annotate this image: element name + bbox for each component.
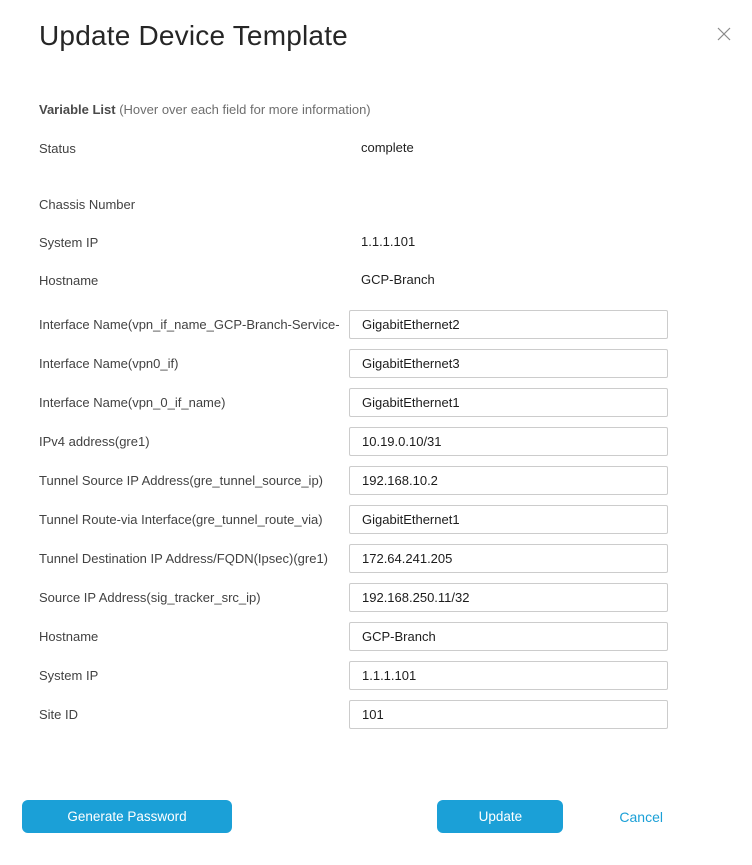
variable-row (39, 700, 752, 729)
variable-row (39, 583, 752, 612)
variable-label: Hostname (39, 273, 99, 288)
variable-row (39, 272, 752, 310)
variable-list (39, 140, 752, 729)
variable-input[interactable] (349, 466, 668, 495)
variable-input[interactable] (349, 583, 668, 612)
variable-input[interactable] (349, 505, 668, 534)
input-rows (39, 310, 752, 729)
variable-label: Hostname (39, 628, 99, 644)
variable-list-header (39, 101, 752, 118)
variable-input[interactable] (349, 622, 668, 651)
variable-label: System IP (39, 667, 99, 683)
variable-list-hint: (Hover over each field for more information) (115, 102, 371, 117)
variable-label: Tunnel Destination IP Address/FQDN(Ipsec)(gre1) (39, 550, 329, 566)
variable-label: Interface Name(vpn_if_name_GCP-Branch-Service- (39, 316, 340, 332)
variable-label: Site ID (39, 706, 79, 722)
variable-row (39, 505, 752, 534)
variable-input[interactable] (349, 427, 668, 456)
variable-label: IPv4 address(gre1) (39, 433, 150, 449)
variable-label: Interface Name(vpn0_if) (39, 355, 179, 371)
variable-row (39, 388, 752, 417)
generate-password-button[interactable]: Generate Password (22, 800, 232, 833)
variable-value: complete (361, 140, 414, 155)
variable-row (39, 427, 752, 456)
variable-row (39, 349, 752, 378)
cancel-button[interactable]: Cancel (619, 808, 663, 825)
static-rows (39, 140, 752, 310)
variable-input[interactable] (349, 661, 668, 690)
variable-row (39, 196, 752, 234)
variable-row (39, 140, 752, 178)
variable-label: Source IP Address(sig_tracker_src_ip) (39, 589, 261, 605)
variable-input[interactable] (349, 544, 668, 573)
variable-input[interactable] (349, 310, 668, 339)
variable-input[interactable] (349, 700, 668, 729)
variable-value: 1.1.1.101 (361, 234, 416, 249)
variable-row (39, 622, 752, 651)
variable-row (39, 661, 752, 690)
variable-input[interactable] (349, 388, 668, 417)
update-device-template-dialog (0, 20, 752, 865)
variable-list-heading: Variable List (39, 102, 116, 117)
page-title: Update Device Template (39, 20, 348, 51)
variable-label: Interface Name(vpn_0_if_name) (39, 394, 226, 410)
variable-row (39, 544, 752, 573)
variable-row (39, 310, 752, 339)
variable-label: System IP (39, 235, 99, 250)
variable-label: Chassis Number (39, 197, 136, 212)
variable-value: GCP-Branch (361, 272, 435, 287)
variable-label: Tunnel Source IP Address(gre_tunnel_source_ip) (39, 472, 324, 488)
close-icon[interactable] (716, 26, 731, 41)
row-spacer (39, 178, 752, 196)
variable-row (39, 234, 752, 272)
variable-label: Tunnel Route-via Interface(gre_tunnel_route_via) (39, 511, 323, 527)
variable-row (39, 466, 752, 495)
update-button[interactable]: Update (437, 800, 563, 833)
variable-input[interactable] (349, 349, 668, 378)
dialog-footer (0, 800, 752, 833)
variable-label: Status (39, 141, 76, 156)
